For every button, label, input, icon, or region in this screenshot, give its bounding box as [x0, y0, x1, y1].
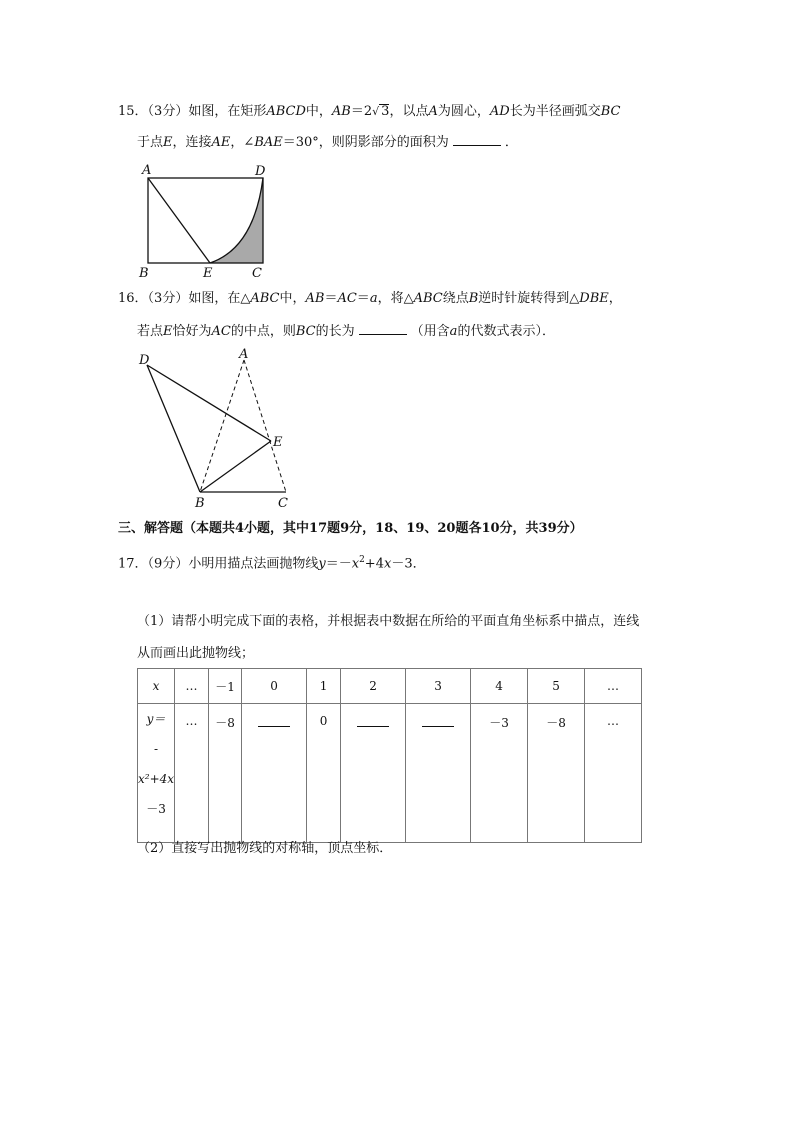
q16-text: 绕点: [442, 291, 469, 306]
table-cell: －3: [471, 704, 528, 843]
q15-text: 为圆心，: [437, 104, 490, 119]
answer-blank[interactable]: [258, 714, 290, 727]
q15-text: ，∠: [230, 135, 255, 150]
table-cell-blank[interactable]: [406, 704, 471, 843]
q15-label-d: D: [255, 164, 266, 179]
q17-line-1: [118, 551, 426, 573]
table-cell: 2: [341, 669, 406, 704]
q16-math: AC: [337, 291, 357, 306]
table-cell-blank[interactable]: [242, 704, 307, 843]
q17-math: x: [351, 556, 360, 572]
q15-shaded-region: [210, 178, 263, 263]
q15-line-1: 15．（3分）如图，在矩形ABCD中，AB＝2√ 3，以点A为圆心，AD长为半径画弧交BC: [118, 104, 621, 119]
table-cell: …: [175, 669, 209, 704]
q15-segment-ae: [148, 178, 210, 263]
q16-segment-ab-dashed: [200, 360, 244, 492]
q16-math: AB: [305, 291, 325, 306]
section-3-heading: 三、解答题（本题共4小题，其中17题9分，18、19、20题各10分，共39分）: [118, 521, 583, 536]
y-label-line: x²+4x: [138, 772, 175, 786]
q17-score: （9分）: [147, 556, 189, 572]
q17-math: x: [383, 556, 392, 572]
q15-math: A: [428, 104, 438, 119]
q15-math: BAE: [254, 135, 283, 150]
table-cell: －1: [209, 669, 242, 704]
table-cell: 1: [307, 669, 341, 704]
q16-segment-ac-dashed: [244, 360, 286, 492]
table-cell: 3: [406, 669, 471, 704]
table-cell-y-header: [138, 704, 175, 843]
q15-math: ABCD: [266, 104, 306, 119]
q17-part1-line-2: 从而画出此抛物线；: [137, 646, 255, 661]
q16-math: B: [468, 291, 479, 306]
q16-math: DBE: [579, 291, 609, 306]
q16-label-e: E: [273, 435, 283, 450]
y-label-line: －3: [146, 802, 166, 816]
q16-segment-be: [200, 441, 271, 492]
q15-figure: [130, 160, 280, 285]
q16-text: 中，: [279, 291, 306, 306]
table-cell: －8: [528, 704, 585, 843]
q17-math: y: [318, 556, 326, 572]
q16-segment-db: [147, 365, 200, 492]
table-cell-blank[interactable]: [341, 704, 406, 843]
q15-sqrt-value: 3: [381, 104, 390, 119]
q15-text: ＝2: [350, 104, 373, 119]
q17-part2: （2）直接写出抛物线的对称轴，顶点坐标．: [137, 841, 393, 856]
q16-text: ＝: [356, 291, 370, 306]
q16-score: （3分）: [147, 291, 189, 306]
q15-math: AB: [331, 104, 351, 119]
q15-text: 中，: [305, 104, 332, 119]
q16-text: ，将△: [377, 291, 414, 306]
q15-math: E: [163, 135, 173, 150]
q16-label-b: B: [195, 496, 205, 511]
q16-text: 的长为: [315, 324, 355, 339]
q16-math: AC: [211, 324, 231, 339]
q16-answer-blank: [359, 322, 407, 335]
q16-line-1: [118, 290, 622, 308]
q16-line-2: [137, 322, 555, 341]
q15-answer-blank: [453, 133, 501, 146]
q17-superscript: 2: [359, 555, 365, 565]
q16-text: 若点: [137, 324, 164, 339]
table-cell: …: [585, 704, 642, 843]
q16-text: 的代数式表示）．: [457, 324, 555, 339]
q16-label-c: C: [278, 496, 288, 511]
table-cell: …: [585, 669, 642, 704]
q16-math: E: [163, 324, 173, 339]
q16-label-a: A: [239, 347, 249, 362]
q16-figure: [130, 345, 300, 515]
q15-label-e: E: [203, 266, 213, 281]
table-cell: 0: [242, 669, 307, 704]
q16-math: a: [369, 291, 378, 306]
q17-part1-line-1: （1）请帮小明完成下面的表格，并根据表中数据在所给的平面直角坐标系中描点，连线: [137, 614, 640, 629]
q15-text: 于点: [137, 135, 164, 150]
table-cell: 4: [471, 669, 528, 704]
q17-text: +4: [364, 556, 384, 572]
table-cell-x-header: x: [138, 669, 175, 704]
q15-text: 长为半径画弧交: [509, 104, 601, 119]
answer-blank[interactable]: [422, 714, 454, 727]
y-label-line: y＝: [146, 712, 166, 726]
q15-line-2: [137, 133, 518, 152]
q15-text: ．: [504, 135, 518, 150]
q15-math: BC: [600, 104, 621, 119]
table-cell: 5: [528, 669, 585, 704]
q16-number: 16．: [118, 291, 148, 306]
q15-text: ，以点: [389, 104, 429, 119]
q15-math: AE: [211, 135, 231, 150]
q16-text: 逆时针旋转得到△: [478, 291, 580, 306]
y-label-line: -: [153, 742, 159, 756]
table-cell: 0: [307, 704, 341, 843]
q15-text: ＝30°，则阴影部分的面积为: [282, 135, 449, 150]
q16-math: a: [449, 324, 458, 339]
q16-text: ，: [608, 291, 622, 306]
q16-text: 如图，在△: [188, 291, 251, 306]
q16-math: BC: [295, 324, 316, 339]
q15-label-a: A: [142, 163, 152, 178]
q16-math: ABC: [250, 291, 280, 306]
answer-blank[interactable]: [357, 714, 389, 727]
q15-math: AD: [489, 104, 510, 119]
q15-label-c: C: [252, 266, 262, 281]
q15-number: 15．: [118, 104, 148, 119]
q17-value-table: [137, 668, 642, 843]
table-row: [138, 704, 642, 843]
q17-text: －3．: [391, 556, 426, 572]
q17-text: 小明用描点法画抛物线: [188, 556, 319, 572]
q16-text: （用含: [410, 324, 450, 339]
q17-text: ＝－: [325, 556, 352, 572]
q16-math: ABC: [413, 291, 443, 306]
q16-text: 恰好为: [172, 324, 212, 339]
q16-segment-de: [147, 365, 271, 441]
q16-text: 的中点，则: [230, 324, 296, 339]
q16-label-d: D: [139, 353, 150, 368]
q15-text: 如图，在矩形: [188, 104, 267, 119]
table-row: [138, 669, 642, 704]
q15-label-b: B: [139, 266, 149, 281]
q17-number: 17．: [118, 556, 148, 572]
q15-text: ，连接: [172, 135, 212, 150]
q15-score: （3分）: [147, 104, 189, 119]
q16-text: ＝: [324, 291, 338, 306]
table-cell: …: [175, 704, 209, 843]
table-cell: －8: [209, 704, 242, 843]
